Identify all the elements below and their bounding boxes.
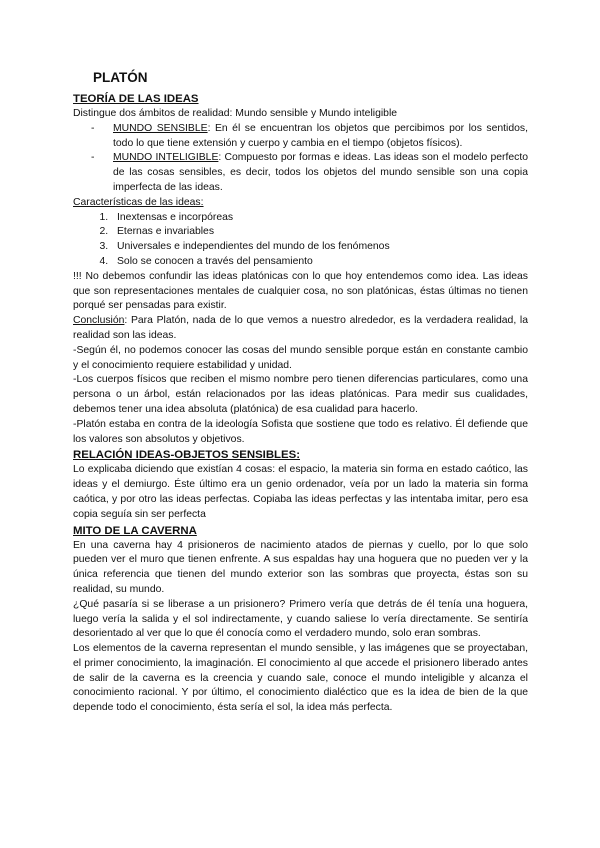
section-heading-teoria: TEORÍA DE LAS IDEAS <box>73 93 199 105</box>
paragraph-cuerpos-fisicos: -Los cuerpos físicos que reciben el mismo nombre pero tienen diferencias particulares, como una persona o un árbol, están relacionados por las ideas platónicas. Para medir sus cualidades, debemos tener una idea absoluta (platónica) de esa cualidad para hacerlo. <box>73 374 528 415</box>
list-item: 3. Universales e independientes del mundo de los fenómenos <box>111 240 528 255</box>
mundo-inteligible-text: : Compuesto por formas e ideas. Las ideas son el modelo perfecto de las cosas sensibles, es decir, todos los objetos del mundo sensible son una copia imperfecta de las ideas. <box>113 152 528 193</box>
conclusion-text: : Para Platón, nada de lo que vemos a nuestro alrededor, es la verdadera realidad, la realidad son las ideas. <box>73 315 528 341</box>
paragraph-sofista: -Platón estaba en contra de la ideología Sofista que sostiene que todo es relativo. Él defiende que los valores son absolutos y objetivos. <box>73 418 528 445</box>
relacion-paragraph: Lo explicaba diciendo que existían 4 cosas: el espacio, la materia sin forma en estado caótico, las ideas y el demiurgo. Éste último era un genio ordenador, veía por un lado la materia sin forma caótica, y por otro las ideas perfectas. Copiaba las ideas perfectas y las intentaba imitar, pero esa copia seguía sin ser perfecta <box>73 464 528 520</box>
term-mundo-sensible: MUNDO SENSIBLE <box>113 122 208 134</box>
list-item: 1. Inextensas e incorpóreas <box>111 211 528 226</box>
mito-paragraph-3: Los elementos de la caverna representan el mundo sensible, y las imágenes que se proyectaban, el primer conocimiento, la imaginación. El conocimiento al que accede el prisionero liberado antes de salir de la caverna es la creencia y cuando sale, conoce el mundo inteligible y alcanza el conocimiento racional. Y por último, el conocimiento dialéctico que es la idea de bien de la que depende todo el conocimiento, ésta sería el sol, la idea más perfecta. <box>73 643 528 714</box>
section-heading-mito: MITO DE LA CAVERNA <box>73 524 197 537</box>
term-mundo-inteligible: MUNDO INTELIGIBLE <box>113 152 219 164</box>
mito-paragraph-2: ¿Qué pasaría si se liberase a un prisionero? Primero vería que detrás de él tenía una hoguera, luego vería la salida y el sol indirectamente, y cuando saliese lo vería directamente. Se sentiría desorientado al ver que lo que él conocía como el verdadero mundo, solo eran sombras. <box>73 598 528 640</box>
mundo-sensible-text: : En él se encuentran los objetos que percibimos por los sentidos, todo lo que tiene extensión y cuerpo y cambia en el tiempo (objetos físicos). <box>113 122 528 149</box>
list-item-mundo-inteligible <box>113 151 528 195</box>
list-item-mundo-sensible <box>113 122 528 152</box>
conclusion-label: Conclusión <box>73 315 125 327</box>
conclusion-paragraph <box>73 314 528 344</box>
list-item: 4. Solo se conocen a través del pensamiento <box>111 255 528 270</box>
page-title: PLATÓN <box>93 70 148 85</box>
list-item: 2. Eternas e invariables <box>111 225 528 240</box>
document-page <box>73 70 528 716</box>
worlds-list <box>73 122 528 196</box>
warning-paragraph: !!! No debemos confundir las ideas platónicas con lo que hoy entendemos como idea. Las ideas que son representaciones mentales de cualquier cosa, no son platónicas, éstas últimas no tienen porqué ser pensadas para existir. <box>73 270 528 312</box>
features-heading: Características de las ideas: <box>73 196 204 208</box>
features-list <box>73 211 528 270</box>
intro-paragraph: Distingue dos ámbitos de realidad: Mundo sensible y Mundo inteligible <box>73 108 398 119</box>
section-heading-relacion: RELACIÓN IDEAS-OBJETOS SENSIBLES: <box>73 449 301 462</box>
mito-paragraph-1: En una caverna hay 4 prisioneros de nacimiento atados de piernas y cuello, por lo que solo pueden ver el muro que tienen enfrente. A sus espaldas hay una hoguera que no pueden ver y la única referencia que tienen del mundo exterior son las sombras que proyecta, éstas son su realidad, su mundo. <box>73 539 528 595</box>
paragraph-segun-el: -Según él, no podemos conocer las cosas del mundo sensible porque están en constante cambio y el conocimiento requiere estabilidad y unidad. <box>73 344 528 371</box>
